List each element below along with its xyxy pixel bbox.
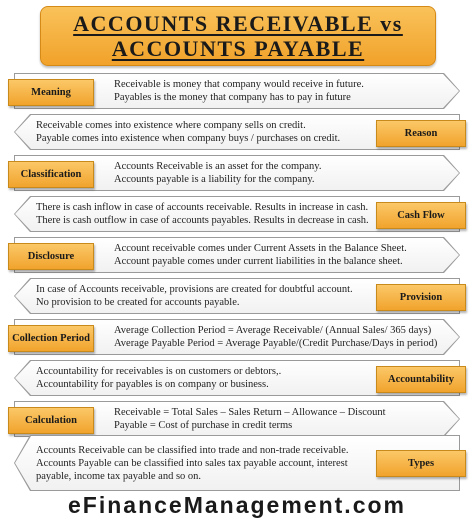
text-line: Accounts payable is a liability for the company. [114, 174, 315, 185]
text-line: Payable comes into existence when company buys / purchases on credit. [36, 133, 341, 144]
text-line: Accountability for receivables is on customers or debtors,. [36, 366, 282, 377]
label-classification: Classification [8, 161, 94, 188]
row-disclosure [14, 237, 460, 273]
text-line: Average Payable Period = Average Payable/(Credit Purchase/Days in period) [114, 338, 438, 349]
row-collection-period [14, 319, 460, 355]
row-types [14, 435, 460, 491]
text-line: Payable = Cost of purchase in credit terms [114, 420, 293, 431]
label-provision: Provision [376, 284, 466, 311]
label-cash-flow: Cash Flow [376, 202, 466, 229]
text-disclosure [114, 240, 442, 270]
title-banner [40, 6, 436, 66]
text-line: Accounts Payable can be classified into sales tax payable account, interest [36, 457, 348, 469]
text-line: No provision to be created for accounts payable. [36, 297, 240, 308]
text-classification [114, 158, 442, 188]
text-line: There is cash inflow in case of accounts receivable. Results in increase in cash. [36, 202, 369, 213]
row-provision [14, 278, 460, 314]
text-reason [36, 117, 364, 147]
text-line: Payables is the money that company has to pay in future [114, 92, 351, 103]
row-reason [14, 114, 460, 150]
row-meaning [14, 73, 460, 109]
row-calculation [14, 401, 460, 437]
text-line: Receivable is money that company would receive in future. [114, 79, 364, 90]
text-line: There is cash outflow in case of accounts payables. Results in decrease in cash. [36, 215, 369, 226]
label-types: Types [376, 450, 466, 477]
text-line: Receivable comes into existence where company sells on credit. [36, 120, 306, 131]
text-line: Accounts Receivable is an asset for the company. [114, 161, 322, 172]
text-line: In case of Accounts receivable, provisions are created for doubtful account. [36, 284, 353, 295]
label-accountability: Accountability [376, 366, 466, 393]
label-collection-period: Collection Period [8, 325, 94, 352]
label-reason: Reason [376, 120, 466, 147]
text-calculation [114, 404, 442, 434]
row-accountability [14, 360, 460, 396]
text-accountability [36, 363, 364, 393]
text-line: Account payable comes under current liabilities in the balance sheet. [114, 256, 403, 267]
label-calculation: Calculation [8, 407, 94, 434]
footer-brand: eFinanceManagement.com [68, 492, 406, 518]
title-line-1: ACCOUNTS RECEIVABLE vs [73, 11, 403, 36]
label-meaning: Meaning [8, 79, 94, 106]
text-line: Accountability for payables is on company or business. [36, 379, 269, 390]
text-meaning [114, 76, 442, 106]
row-classification [14, 155, 460, 191]
text-line: Average Collection Period = Average Receivable/ (Annual Sales/ 365 days) [114, 325, 432, 336]
text-line: Receivable = Total Sales – Sales Return – Allowance – Discount [114, 407, 386, 418]
text-types [36, 438, 364, 488]
text-collection-period [114, 322, 442, 352]
label-disclosure: Disclosure [8, 243, 94, 270]
text-line: Account receivable comes under Current Assets in the Balance Sheet. [114, 243, 407, 254]
title-line-2: ACCOUNTS PAYABLE [111, 36, 365, 61]
text-provision [36, 281, 364, 311]
row-cash-flow [14, 196, 460, 232]
text-cash-flow [36, 199, 369, 229]
text-line: payable, income tax payable and so on. [36, 470, 202, 482]
text-line: Accounts Receivable can be classified into trade and non-trade receivable. [36, 444, 349, 456]
